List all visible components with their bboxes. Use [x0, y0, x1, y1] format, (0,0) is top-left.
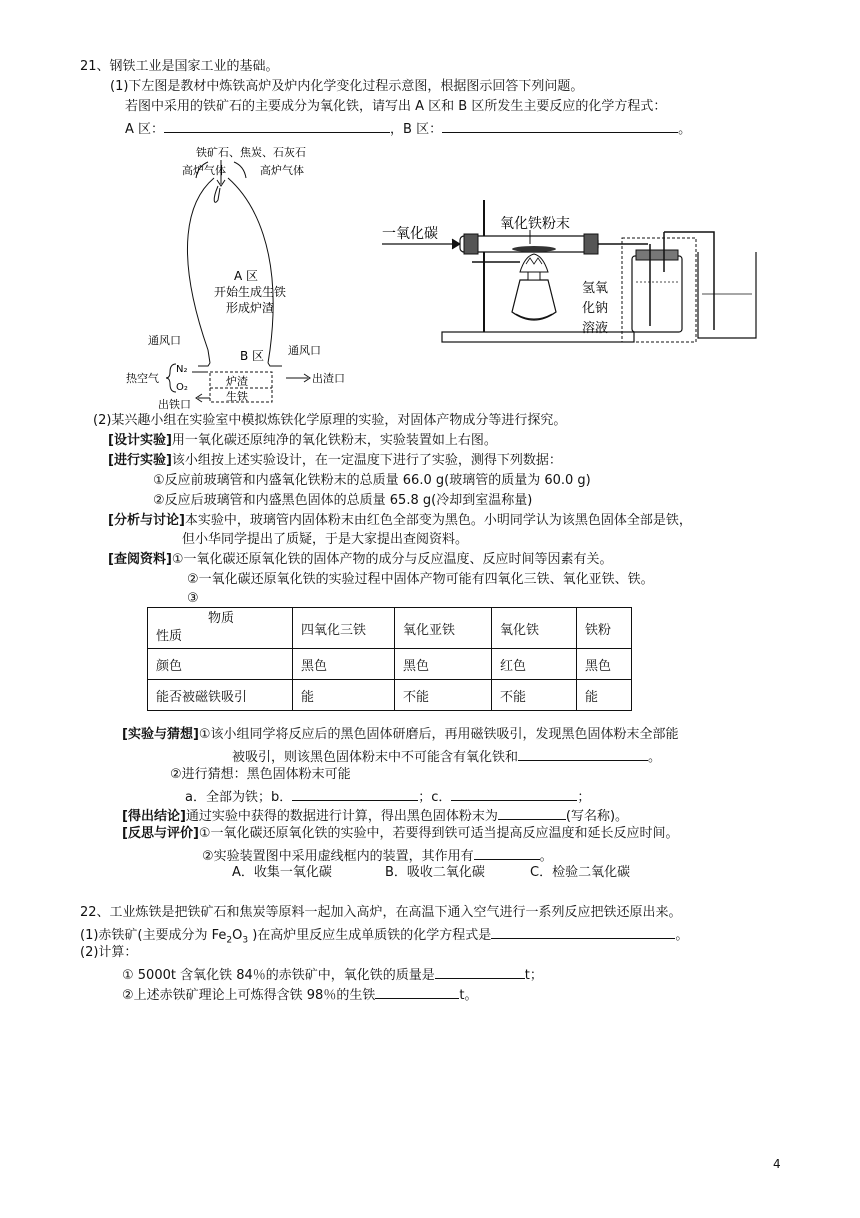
n2-label: N₂	[176, 364, 188, 375]
reference-1: ①一氧化碳还原氧化铁的固体产物的成分与反应温度、反应时间等因素有关。	[171, 552, 613, 567]
q21-part1-ask: 若图中采用的铁矿石的主要成分为氧化铁，请写出 A 区和 B 区所发生主要反应的化学方程式：	[125, 99, 667, 114]
table-header-row	[148, 608, 632, 649]
naoh-label-1: 氢氧	[582, 281, 609, 296]
q22-p1-post: )在高炉里反应生成单质铁的化学方程式是	[248, 928, 492, 943]
beaker	[698, 252, 756, 338]
calc-2-text: ②上述赤铁矿理论上可炼得含铁 98％的生铁	[122, 988, 376, 1003]
reflect-line-2	[202, 845, 553, 866]
guess-line-1	[122, 726, 679, 744]
col-header: 氧化亚铁	[395, 608, 492, 649]
guess-line-1b	[232, 746, 661, 767]
flame	[520, 254, 548, 272]
furnace-wall-left	[187, 178, 214, 363]
zone-a-line2: 开始生成生铁	[214, 285, 287, 299]
table-cell: 黑色	[577, 649, 632, 680]
conduct-tag: [进行实验]	[108, 453, 172, 468]
q21-zone-answers	[125, 118, 691, 139]
design-experiment	[108, 432, 497, 450]
reference-3: ③	[187, 591, 199, 606]
option-b[interactable]: B．吸收二氧化碳	[385, 865, 485, 880]
q22-sub-3: 3	[242, 935, 249, 946]
col-header: 氧化铁	[492, 608, 577, 649]
apparatus-diagram	[380, 192, 770, 348]
guess-1b: 被吸引，则该黑色固体粉末中不可能含有氧化铁和	[232, 750, 519, 765]
reference-2: ②一氧化碳还原氧化铁的实验过程中固体产物可能有四氧化三铁、氧化亚铁、铁。	[187, 572, 654, 587]
option-a[interactable]: A．收集一氧化碳	[232, 865, 332, 880]
tube-stopper-right	[584, 234, 598, 254]
calc-2-blank[interactable]	[375, 984, 459, 999]
q21-part2-intro: (2)某兴趣小组在实验室中模拟炼铁化学原理的实验，对固体产物成分等进行探究。	[93, 413, 567, 428]
naoh-label-3: 溶液	[582, 321, 609, 336]
guess-blank[interactable]	[518, 746, 648, 761]
table-cell: 能	[577, 680, 632, 711]
table-cell: 红色	[492, 649, 577, 680]
zone-a-title: A 区	[234, 269, 259, 283]
row-label: 颜色	[148, 649, 293, 680]
alcohol-burner	[512, 280, 556, 320]
zone-b-title: B 区	[240, 349, 265, 363]
feed-label: 铁矿石、焦炭、石灰石	[196, 146, 306, 159]
iron-exit-label: 出铁口	[158, 398, 191, 411]
conclusion-end: (写名称)。	[565, 809, 629, 824]
data-line-1: ①反应前玻璃管和内盛氧化铁粉末的总质量 66.0 g(玻璃管的质量为 60.0 g)	[153, 473, 591, 488]
gas-left-label: 高炉气体	[182, 164, 226, 177]
analysis-tag: [分析与讨论]	[108, 513, 185, 528]
end-mark: 。	[648, 750, 662, 765]
slag-exit-label: 出渣口	[312, 372, 345, 385]
q22-sub-2: 2	[226, 935, 233, 946]
powder-label: 氧化铁粉末	[500, 216, 570, 232]
tube-stopper-left	[464, 234, 478, 254]
end-mark: 。	[678, 122, 692, 137]
corner-property: 性质	[156, 629, 183, 644]
q22-p1-end: 。	[675, 928, 689, 943]
col-header: 铁粉	[577, 608, 632, 649]
table-cell: 黑色	[293, 649, 395, 680]
q22-calc-2	[122, 984, 477, 1005]
page-number: 4	[773, 1157, 781, 1171]
zone-a-line3: 形成炉渣	[226, 301, 275, 315]
guess-tag: [实验与猜想]	[122, 727, 199, 742]
guess-end: ；	[577, 790, 591, 805]
pig-iron-label: 生铁	[226, 390, 248, 403]
q22-part1	[80, 924, 688, 950]
design-text: 用一氧化碳还原纯净的氧化铁粉末，实验装置如上右图。	[171, 433, 497, 448]
q22-calc-1	[122, 964, 543, 985]
vent-right-label: 通风口	[288, 344, 321, 357]
o2-label: O₂	[176, 382, 188, 393]
guess-c-blank[interactable]	[451, 786, 577, 801]
hot-air-brace	[166, 364, 176, 392]
reflect-blank[interactable]	[474, 845, 540, 860]
calc-2-end: t。	[459, 988, 478, 1003]
gas-right-label: 高炉气体	[260, 164, 304, 177]
slag-label: 炉渣	[226, 375, 248, 388]
row-label: 能否被磁铁吸引	[148, 680, 293, 711]
analysis-text: 本实验中，玻璃管内固体粉末由红色全部变为黑色。小明同学认为该黑色固体全部是铁，	[184, 513, 692, 528]
conclusion-tag: [得出结论]	[122, 809, 186, 824]
co-label: 一氧化碳	[382, 226, 438, 242]
guess-1: ①该小组同学将反应后的黑色固体研磨后，再用磁铁吸引，发现黑色固体粉末全部能	[198, 727, 679, 742]
q21-title: 21、钢铁工业是国家工业的基础。	[80, 59, 279, 74]
q22-p1-pre: (1)赤铁矿(主要成分为 Fe	[80, 928, 227, 943]
co-inlet-arrow	[452, 239, 460, 249]
reflect-line-1	[122, 825, 679, 843]
analysis-line-2: 但小华同学提出了质疑，于是大家提出查阅资料。	[182, 532, 469, 547]
q22-title: 22、工业炼铁是把铁矿石和焦炭等原料一起加入高炉，在高温下通入空气进行一系列反应把铁还原出来。	[80, 905, 682, 920]
properties-table	[147, 607, 632, 711]
q22-equation-blank[interactable]	[491, 924, 675, 939]
vent-left-label: 通风口	[148, 334, 181, 347]
hot-air-label: 热空气	[126, 372, 159, 385]
gas-out-right-arrow	[234, 162, 246, 178]
q22-p1-mid: O	[232, 928, 243, 943]
table-row	[148, 680, 632, 711]
zone-a-label: A 区：	[125, 122, 165, 137]
blast-furnace-diagram	[118, 140, 358, 412]
table-row	[148, 649, 632, 680]
reflect-1: ①一氧化碳还原氧化铁的实验中，若要得到铁可适当提高反应温度和延长反应时间。	[198, 826, 679, 841]
design-tag: [设计实验]	[108, 433, 172, 448]
zone-a-answer-blank[interactable]	[164, 118, 390, 133]
zone-b-answer-blank[interactable]	[442, 118, 678, 133]
table-cell: 不能	[395, 680, 492, 711]
reflect-end: 。	[539, 849, 553, 864]
table-corner-cell	[148, 608, 293, 649]
guess-line-2: ②进行猜想：黑色固体粉末可能	[170, 767, 351, 782]
reference-tag: [查阅资料]	[108, 552, 172, 567]
conduct-experiment	[108, 452, 562, 470]
reflect-tag: [反思与评价]	[122, 826, 199, 841]
q21-part1-intro: (1)下左图是教材中炼铁高炉及炉内化学变化过程示意图，根据图示回答下列问题。	[110, 79, 584, 94]
option-c[interactable]: C．检验二氧化碳	[530, 865, 631, 880]
table-cell: 能	[293, 680, 395, 711]
corner-substance: 物质	[208, 611, 235, 626]
col-header: 四氧化三铁	[293, 608, 395, 649]
conclusion-blank[interactable]	[498, 805, 566, 820]
reflect-2: ②实验装置图中采用虚线框内的装置，其作用有	[202, 849, 474, 864]
calc-1-blank[interactable]	[435, 964, 525, 979]
table-cell: 不能	[492, 680, 577, 711]
analysis-line	[108, 512, 692, 530]
guess-b-blank[interactable]	[292, 786, 418, 801]
guess-a-b: a．全部为铁；b．	[185, 790, 293, 805]
guess-options	[185, 786, 590, 807]
conclusion-text: 通过实验中获得的数据进行计算，得出黑色固体粉末为	[185, 809, 498, 824]
zone-b-label: ，B 区：	[390, 122, 443, 137]
calc-1-end: t；	[524, 968, 543, 983]
guess-c: ；c．	[418, 790, 452, 805]
conduct-text: 该小组按上述实验设计，在一定温度下进行了实验，测得下列数据：	[171, 453, 562, 468]
calc-1-text: ① 5000t 含氧化铁 84％的赤铁矿中，氧化铁的质量是	[122, 968, 435, 983]
iron-oxide-powder	[512, 246, 556, 252]
reference-line-1	[108, 551, 613, 569]
bottle-stopper	[636, 250, 678, 260]
data-line-2: ②反应后玻璃管和内盛黑色固体的总质量 65.8 g(冷却到室温称量)	[153, 493, 533, 508]
q22-part2: (2)计算：	[80, 945, 138, 960]
naoh-bottle	[632, 256, 682, 332]
table-cell: 黑色	[395, 649, 492, 680]
conclusion-line	[122, 805, 628, 826]
naoh-label-2: 化钠	[582, 301, 609, 316]
